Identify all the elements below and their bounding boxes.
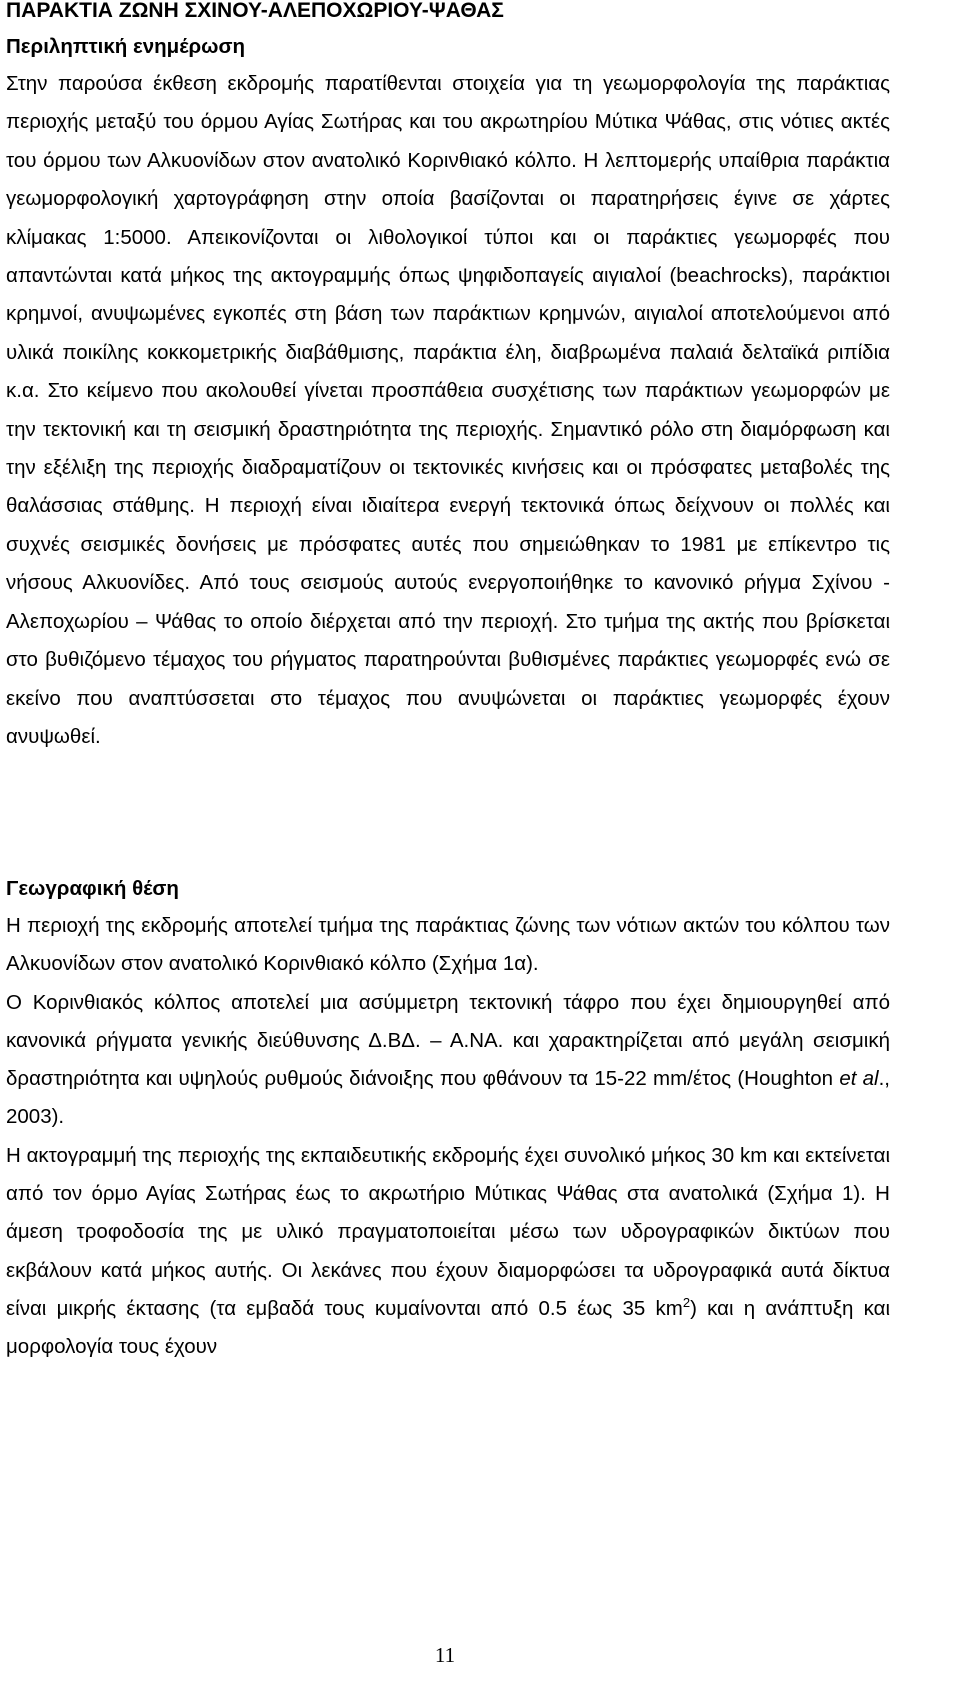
page-number: 11 bbox=[434, 1643, 456, 1667]
section-heading-summary: Περιληπτική ενημέρωση bbox=[6, 35, 246, 58]
section-heading-location: Γεωγραφική θέση bbox=[6, 877, 179, 900]
document-title: ΠΑΡΑΚΤΙΑ ΖΩΝΗ ΣΧΙΝΟΥ-ΑΛΕΠΟΧΩΡΙΟΥ-ΨΑΘΑΣ bbox=[6, 0, 504, 22]
location-paragraph-3 bbox=[6, 1137, 890, 1367]
location-paragraph-1: Η περιοχή της εκδρομής αποτελεί τμήμα της παράκτιας ζώνης των νότιων ακτών του κόλπου των Αλκυονίδων στον ανατολικό Κορινθιακό κόλπο (Σχήμα 1α). bbox=[6, 914, 890, 976]
citation-et-al: et al bbox=[839, 1067, 879, 1091]
location-paragraph-2-text: Ο Κορινθιακός κόλπος αποτελεί μια ασύμμετρη τεκτονική τάφρο που έχει δημιουργηθεί από κανονικά ρήγματα γενικής διεύθυνσης Δ.ΒΔ. – Α.ΝΑ. και χαρακτηρίζεται από μεγάλη σεισμική δραστηριότητα και υψηλούς ρυθμούς διάνοιξης που φθάνουν τα 15-22 mm/έτος (Houghton et al., 2003). bbox=[6, 990, 891, 1129]
location-paragraph-3-text: Η ακτογραμμή της περιοχής της εκπαιδευτικής εκδρομής έχει συνολικό μήκος 30 km και εκτείνεται από τον όρμο Αγίας Σωτήρας έως το ακρωτήριο Μύτικας Ψάθας στα ανατολικά (Σχήμα 1). Η άμεση τροφοδοσία της με υλικό πραγματοποιείται μέσω των υδρογραφικών δικτύων που εκβάλουν κατά μήκος αυτής. Οι λεκάνες που έχουν διαμορφώσει τα υδρογραφικά αυτά δίκτυα είναι μικρής έκτασης (τα εμβαδά τους κυμαίνονται από 0.5 έως 35 km bbox=[6, 1143, 890, 1320]
summary-paragraph: Στην παρούσα έκθεση εκδρομής παρατίθενται στοιχεία για τη γεωμορφολογία της παράκτιας περιοχής μεταξύ του όρμου Αγίας Σωτήρας και του ακρωτηρίου Μύτικα Ψάθας, στις νότιες ακτές του όρμου των Αλκυονίδων στον ανατολικό Κορινθιακό κόλπο. Η λεπτομερής υπαίθρια παράκτια γεωμορφολογική χαρτογράφηση στην οποία βασίζονται οι παρατηρήσεις έγινε σε χάρτες κλίμακας 1:5000. Απεικονίζονται οι λιθολογικοί τύποι και οι παράκτιες γεωμορφές που απαντώνται κατά μήκος της ακτογραμμής όπως ψηφιδοπαγείς αιγιαλοί (beachrocks), παράκτιοι κρημνοί, ανυψωμένες εγκοπές στη βάση των παράκτιων κρημνών, αιγιαλοί αποτελούμενοι από υλικά ποικίλης κοκκομετρικής διαβάθμισης, παράκτια έλη, διαβρωμένα παλαιά δελταϊκά ριπίδια κ.α. Στο κείμενο που ακολουθεί γίνεται προσπάθεια συσχέτισης των παράκτιων γεωμορφών με την τεκτονική και τη σεισμική δραστηριότητα της περιοχής. Σημαντικό ρόλο στη διαμόρφωση και την εξέλιξη της περιοχής διαδραματίζουν οι τεκτονικές κινήσεις και οι πρόσφατες μεταβολές της θαλάσσιας στάθμης. Η περιοχή είναι ιδιαίτερα ενεργή τεκτονικά όπως δείχνουν οι πολλές και συχνές σεισμικές δονήσεις με πρόσφατες αυτές που σημειώθηκαν το 1981 με επίκεντρο τις νήσους Αλκυονίδες. Από τους σεισμούς αυτούς ενεργοποιήθηκε το κανονικό ρήγμα Σχίνου - Αλεποχωρίου – Ψάθας το οποίο διέρχεται από την περιοχή. Στο τμήμα της ακτής που βρίσκεται στο βυθιζόμενο τέμαχος του ρήγματος παρατηρούνται βυθισμένες παράκτιες γεωμορφές ενώ σε εκείνο που αναπτύσσεται στο τέμαχος που ανυψώνεται οι παράκτιες γεωμορφές έχουν ανυψωθεί. bbox=[6, 72, 890, 748]
location-paragraph-3-tail: ) και η ανάπτυξη και μορφολογία τους έχουν bbox=[6, 1296, 890, 1359]
superscript-exponent: 2 bbox=[682, 1294, 691, 1310]
section-location bbox=[6, 874, 890, 1367]
section-summary bbox=[6, 32, 890, 756]
location-paragraph-2 bbox=[6, 984, 890, 1137]
